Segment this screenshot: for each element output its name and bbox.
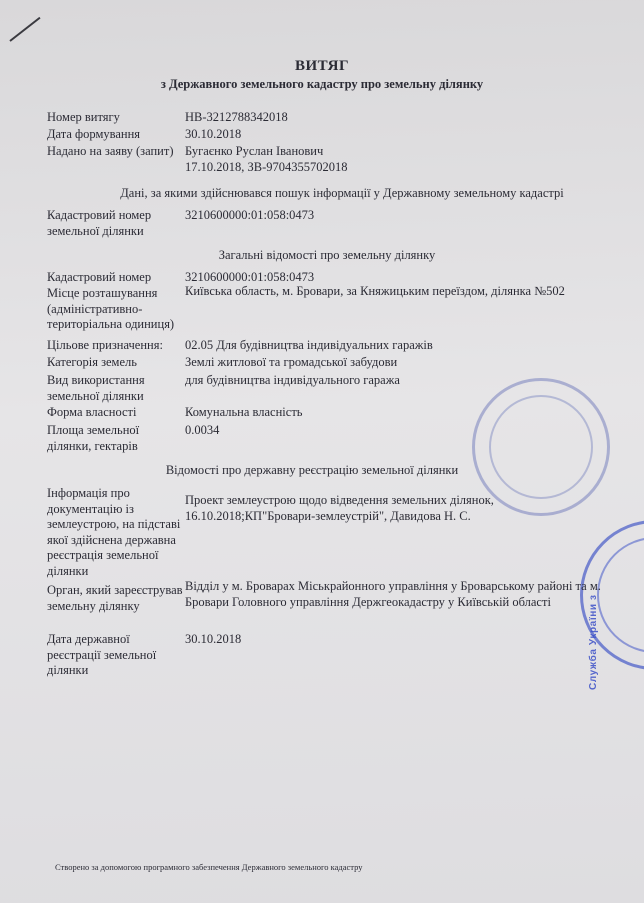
cadastral-number-value: 3210600000:01:058:0473 [185, 270, 315, 284]
request-label: Надано на заяву (запит) [47, 144, 174, 158]
search-section-heading: Дані, за якими здійснювався пошук інформації у Державному земельному кадастрі [120, 186, 564, 200]
request-applicant: Бугаєнко Руслан Іванович [185, 144, 324, 158]
usage-type-value: для будівництва індивідуального гаража [185, 373, 400, 387]
area-label: Площа земельної ділянки, гектарів [47, 423, 140, 453]
ownership-value: Комунальна власність [185, 405, 303, 419]
pen-mark [9, 17, 40, 42]
documentation-label: Інформація про документацію із землеустрою, на підставі якої здійснена державна реєстрація земельної ділянки [47, 486, 181, 578]
land-category-value: Землі житлової та громадської забудови [185, 355, 398, 369]
document-subtitle: з Державного земельного кадастру про земельну ділянку [160, 77, 484, 91]
registration-date-label: Дата державної реєстрації земельної ділянки [47, 632, 157, 677]
registering-body-label: Орган, який зареєстрував земельну ділянку [47, 583, 183, 613]
search-cadastral-value: 3210600000:01:058:0473 [185, 208, 315, 222]
search-cadastral-label: Кадастровий номер земельної ділянки [47, 208, 152, 238]
extract-number-label: Номер витягу [47, 110, 120, 124]
registration-section-heading: Відомості про державну реєстрацію земельної ділянки [165, 463, 459, 477]
document-title: ВИТЯГ [295, 58, 349, 74]
purpose-value: 02.05 Для будівництва індивідуальних гаражів [185, 338, 433, 352]
official-stamp-text: Служба України з [588, 594, 599, 690]
land-category-label: Категорія земель [47, 355, 137, 369]
cadastral-number-label: Кадастровий номер [47, 270, 152, 284]
request-number: 17.10.2018, ЗВ-9704355702018 [185, 160, 348, 174]
extract-number-value: НВ-3212788342018 [185, 110, 288, 124]
location-label: Місце розташування (адміністративно-територіальна одиниця) [47, 286, 175, 331]
ownership-label: Форма власності [47, 405, 137, 419]
documentation-value: Проект землеустрою щодо відведення земельних ділянок, 16.10.2018;КП"Бровари-землеустрій", Давидова Н. С. [185, 493, 494, 523]
formation-date-label: Дата формування [47, 127, 141, 141]
registration-date-value: 30.10.2018 [185, 632, 242, 646]
usage-type-label: Вид використання земельної ділянки [47, 373, 145, 403]
footer-note: Створено за допомогою програмного забезпечення Державного земельного кадастру [55, 862, 363, 872]
purpose-label: Цільове призначення: [47, 338, 163, 352]
registering-body-value: Відділ у м. Броварах Міськрайонного управління у Броварському районі та м. Бровари Головного управління Держгеокадастру у Київській області [185, 579, 601, 609]
formation-date-value: 30.10.2018 [185, 127, 242, 141]
area-value: 0.0034 [185, 423, 220, 437]
general-section-heading: Загальні відомості про земельну ділянку [218, 248, 436, 262]
location-value: Київська область, м. Бровари, за Княжицьким переїздом, ділянка №502 [185, 284, 565, 298]
